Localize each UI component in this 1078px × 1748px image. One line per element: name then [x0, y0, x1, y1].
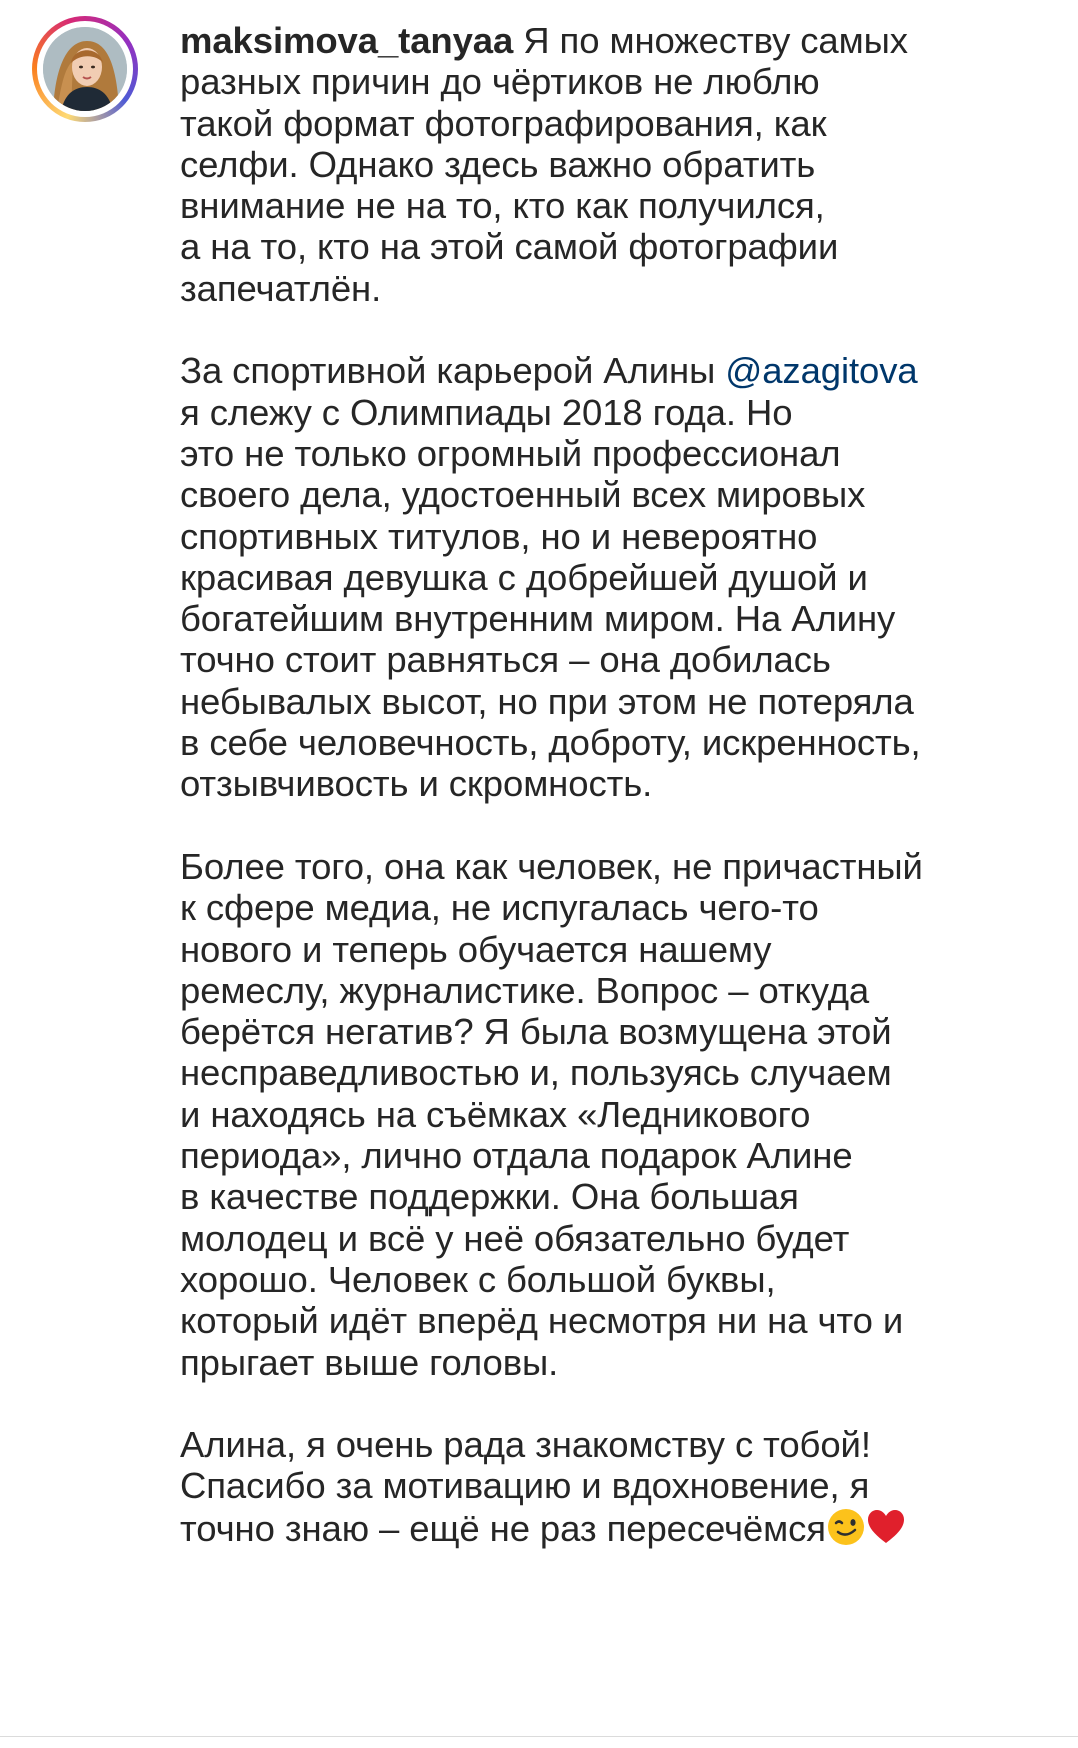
caption-line: берётся негатив? Я была возмущена этой	[180, 1011, 892, 1053]
caption-paragraph-2	[180, 350, 1040, 804]
caption-line	[180, 350, 1040, 391]
caption-line: периода», лично отдала подарок Алине	[180, 1135, 853, 1177]
caption-line: и находясь на съёмках «Ледникового	[180, 1093, 811, 1135]
caption-line: запечатлён.	[180, 267, 382, 309]
caption-line: селфи. Однако здесь важно обратить	[180, 143, 816, 185]
caption-paragraph-4	[180, 1424, 1040, 1549]
caption-line: Более того, она как человек, не причастный	[180, 845, 923, 887]
winking-face-emoji-icon	[826, 1507, 866, 1547]
caption-text: Я по множеству самых	[523, 20, 908, 61]
caption-line: а на то, кто на этой самой фотографии	[180, 226, 839, 268]
caption-text: точно знаю – ещё не раз пересечёмся	[180, 1507, 826, 1549]
caption-line: который идёт вперёд несмотря ни на что и	[180, 1300, 904, 1342]
caption-line: спортивных титулов, но и невероятно	[180, 515, 818, 557]
caption-line	[180, 20, 1040, 61]
caption-line: в себе человечность, доброту, искренность,	[180, 722, 921, 764]
caption-line: Спасибо за мотивацию и вдохновение, я	[180, 1465, 870, 1507]
caption-line: к сфере медиа, не испугалась чего-то	[180, 887, 819, 929]
caption-line: небывалых высот, но при этом не потеряла	[180, 680, 914, 722]
user-avatar[interactable]	[43, 27, 127, 111]
post-caption	[180, 20, 1040, 1549]
red-heart-emoji-icon	[866, 1507, 906, 1547]
caption-line: внимание не на то, кто как получился,	[180, 185, 825, 227]
caption-line	[180, 1507, 1040, 1549]
caption-line: ремеслу, журналистике. Вопрос – откуда	[180, 969, 870, 1011]
caption-line: в качестве поддержки. Она большая	[180, 1176, 799, 1218]
caption-line: точно стоит равняться – она добилась	[180, 639, 831, 681]
mention-link[interactable]: @azagitova	[725, 350, 918, 392]
caption-line: хорошо. Человек с большой буквы,	[180, 1258, 776, 1300]
caption-line: нового и теперь обучается нашему	[180, 928, 772, 970]
caption-line: красивая девушка с добрейшей душой и	[180, 556, 868, 598]
divider	[0, 1736, 1078, 1737]
caption-line: несправедливостью и, пользуясь случаем	[180, 1052, 892, 1094]
caption-line: это не только огромный профессионал	[180, 432, 841, 474]
caption-text: За спортивной карьерой Алины	[180, 350, 716, 392]
caption-line: Алина, я очень рада знакомству с тобой!	[180, 1424, 871, 1466]
avatar-photo-icon	[43, 27, 127, 111]
caption-line: такой формат фотографирования, как	[180, 102, 827, 144]
caption-line: прыгает выше головы.	[180, 1341, 559, 1383]
caption-line: я слежу с Олимпиады 2018 года. Но	[180, 391, 793, 433]
caption-line: отзывчивость и скромность.	[180, 763, 653, 805]
caption-line: богатейшим внутренним миром. На Алину	[180, 598, 896, 640]
caption-line: своего дела, удостоенный всех мировых	[180, 474, 866, 516]
caption-paragraph-1	[180, 20, 1040, 309]
avatar-border	[37, 21, 133, 117]
caption-line: молодец и всё у неё обязательно будет	[180, 1217, 850, 1259]
caption-line: разных причин до чёртиков не люблю	[180, 61, 820, 103]
caption-paragraph-3	[180, 846, 1040, 1383]
username-link[interactable]: maksimova_tanyaa	[180, 20, 514, 61]
story-ring[interactable]	[32, 16, 138, 122]
